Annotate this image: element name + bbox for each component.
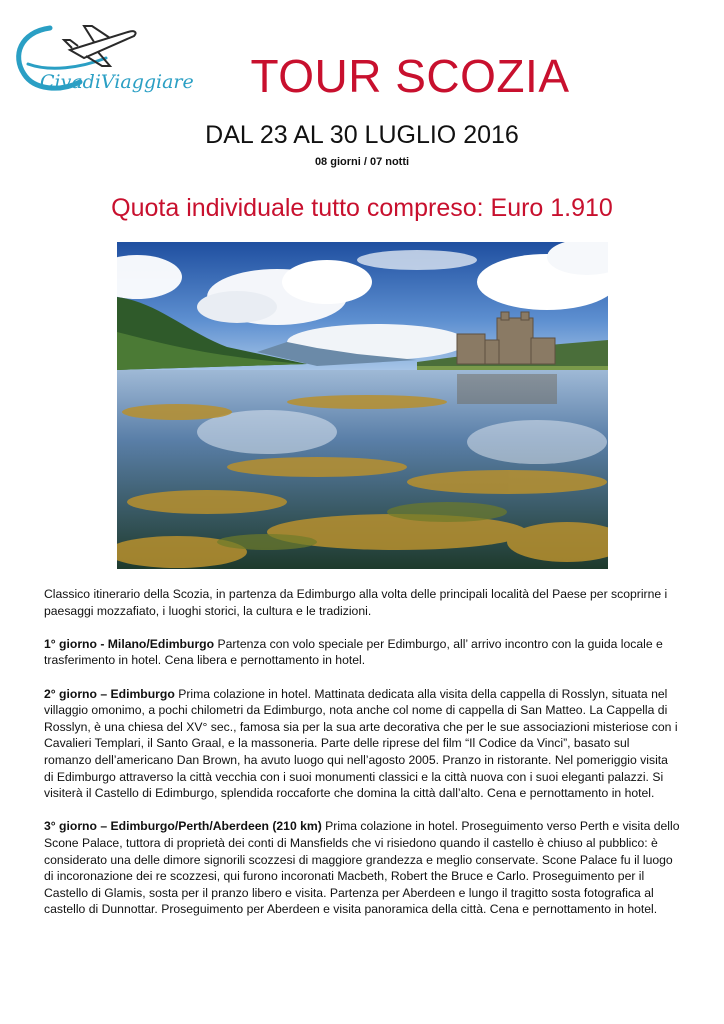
page-title: TOUR SCOZIA [250, 50, 570, 102]
day-3-paragraph [44, 818, 680, 918]
day-3-text: Prima colazione in hotel. Proseguimento verso Perth e visita dello Scone Palace, tuttora di proprietà dei conti di Mansfields che vi risiedono quando il castello è chiuso al pubblico: è considerato una delle dimore signorili scozzesi di maggiore grandezza e meglio conservate. Scone Palace fu il luogo di incoronazione dei re scozzesi, qui furono incoronati Macbeth, Robert the Bruce e Carlo. Proseguimento per il Castello di Glamis, sosta per il pranzo libero e visita. Partenza per Aberdeen e lungo il tragitto sosta fotografica al castello di Dunnottar. Proseguimento per Aberdeen e visita panoramica della città. Cena e pernottamento in hotel. [44, 819, 680, 917]
tour-dates: DAL 23 AL 30 LUGLIO 2016 [205, 121, 519, 149]
castle-lake-photo [117, 242, 608, 569]
tour-price: Quota individuale tutto compreso: Euro 1.910 [111, 194, 613, 222]
tour-duration: 08 giorni / 07 notti [314, 156, 410, 168]
day-2-paragraph [44, 686, 680, 802]
day-1-paragraph [44, 636, 680, 669]
day-1-text: Partenza con volo speciale per Edimburgo, all’ arrivo incontro con la guida locale e trasferimento in hotel. Cena libera e pernottamento in hotel. [44, 636, 663, 668]
day-2-text: Prima colazione in hotel. Mattinata dedicata alla visita della cappella di Rosslyn, situata nel villaggio omonimo, a pochi chilometri da Edimburgo, nota anche col nome di cappella di San Matteo. La Cappella di Rosslyn, è una chiesa del XV° sec., famosa sia per la sua arte decorativa che per le sue associazioni misteriose con i Cavalieri Templari, il Santo Graal, e la massoneria. Parte delle riprese del film “Il Codice da Vinci”, basato sul romanzo dell’americano Dan Brown, ha avuto luogo qui nell’agosto 2005. Pranzo in ristorante. Nel pomeriggio visita di Edimburgo attraverso la città vecchia con i suoi monumenti classici e la città nuova con i suoi eleganti palazzi. Si visiterà il Castello di Edimburgo, splendida roccaforte che domina la città dall’alto. Cena e pernottamento in hotel. [44, 686, 678, 801]
intro-paragraph: Classico itinerario della Scozia, in partenza da Edimburgo alla volta delle principali località del Paese per scoprirne i paesaggi mozzafiato, i luoghi storici, la cultura e le tradizioni. [44, 587, 668, 618]
day-2-heading: 2° giorno – Edimburgo [44, 686, 175, 701]
logo-text: CivadiViaggiare [40, 71, 194, 93]
day-3-heading: 3° giorno – Edimburgo/Perth/Aberdeen (210 km) [44, 819, 322, 834]
tour-description [44, 586, 680, 934]
day-1-heading: 1° giorno - Milano/Edimburgo [44, 636, 215, 651]
landscape-image-icon [117, 242, 608, 569]
